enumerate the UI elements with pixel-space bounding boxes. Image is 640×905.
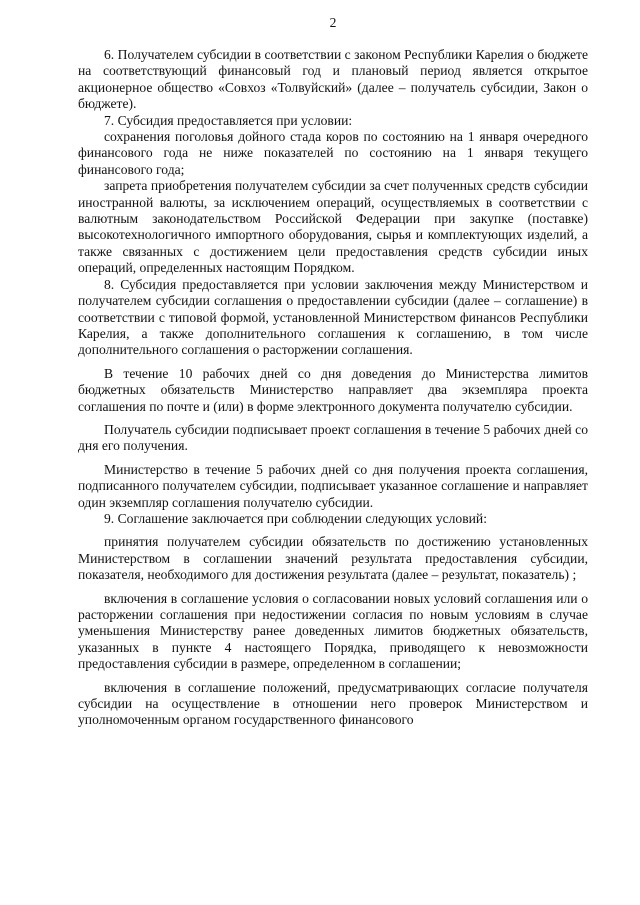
paragraph-8-recipient-signing: Получатель субсидии подписывает проект соглашения в течение 5 рабочих дней со дня его получения. <box>78 421 588 454</box>
paragraph-6-recipient: 6. Получателем субсидии в соответствии с законом Республики Карелия о бюджете на соответствующий финансовый год и плановый период является открытое акционерное общество «Совхоз «Толвуйский» (далее – получатель субсидии, Закон о бюджете). <box>78 47 588 112</box>
page-number: 2 <box>329 15 337 30</box>
paragraph-8-draft-sending: В течение 10 рабочих дней со дня доведения до Министерства лимитов бюджетных обязательств Министерство направляет два экземпляра проекта соглашения по почте и (или) в форме электронного документа получателю субсидии. <box>78 365 588 414</box>
paragraph-7-currency-ban: запрета приобретения получателем субсидии за счет полученных средств субсидии иностранной валюты, за исключением операций, осуществляемых в соответствии с валютным законодательством Российской Федерации при закупке (поставке) высокотехнологичного импортного оборудования, сырья и комплектующих изделий, а также связанных с достижением цели предоставления средств субсидии иных операций, определенных настоящим Порядком. <box>78 178 588 276</box>
paragraph-7-herd-condition: сохранения поголовья дойного стада коров по состоянию на 1 января очередного финансового года не ниже показателей по состоянию на 1 января текущего финансового года; <box>78 129 588 177</box>
paragraph-9-new-conditions: включения в соглашение условия о согласовании новых условий соглашения или о расторжении соглашения при недостижении согласия по новым условиям в случае уменьшения Министерству ранее доведенных лимитов бюджетных обязательств, указанных в пункте 4 настоящего Порядка, приводящего к невозможности предоставления субсидии в размере, определенном в соглашении; <box>78 590 588 672</box>
paragraph-9-conditions: 9. Соглашение заключается при соблюдении следующих условий: <box>104 510 487 526</box>
paragraph-7-conditions: 7. Субсидия предоставляется при условии: <box>104 112 353 128</box>
paragraph-9-audit-consent: включения в соглашение положений, предусматривающих согласие получателя субсидии на осуществление в отношении него проверок Министерством и уполномоченным органом государственного финансового <box>78 679 588 728</box>
paragraph-9-obligations: принятия получателем субсидии обязательств по достижению установленных Министерством в соглашении значений результата предоставления субсидии, показателя, необходимого для достижения результата (далее – результат, показатель) ; <box>78 534 588 583</box>
paragraph-8-agreement: 8. Субсидия предоставляется при условии заключения между Министерством и получателем субсидии соглашения о предоставлении субсидии (далее – соглашение) в соответствии с типовой формой, установленной Министерством финансов Республики Карелия, а также дополнительного соглашения к соглашению, в том числе дополнительного соглашения о расторжении соглашения. <box>78 276 588 358</box>
paragraph-8-ministry-signing: Министерство в течение 5 рабочих дней со дня получения проекта соглашения, подписанного получателем субсидии, подписывает указанное соглашение и направляет один экземпляр соглашения получателю субсидии. <box>78 461 588 510</box>
